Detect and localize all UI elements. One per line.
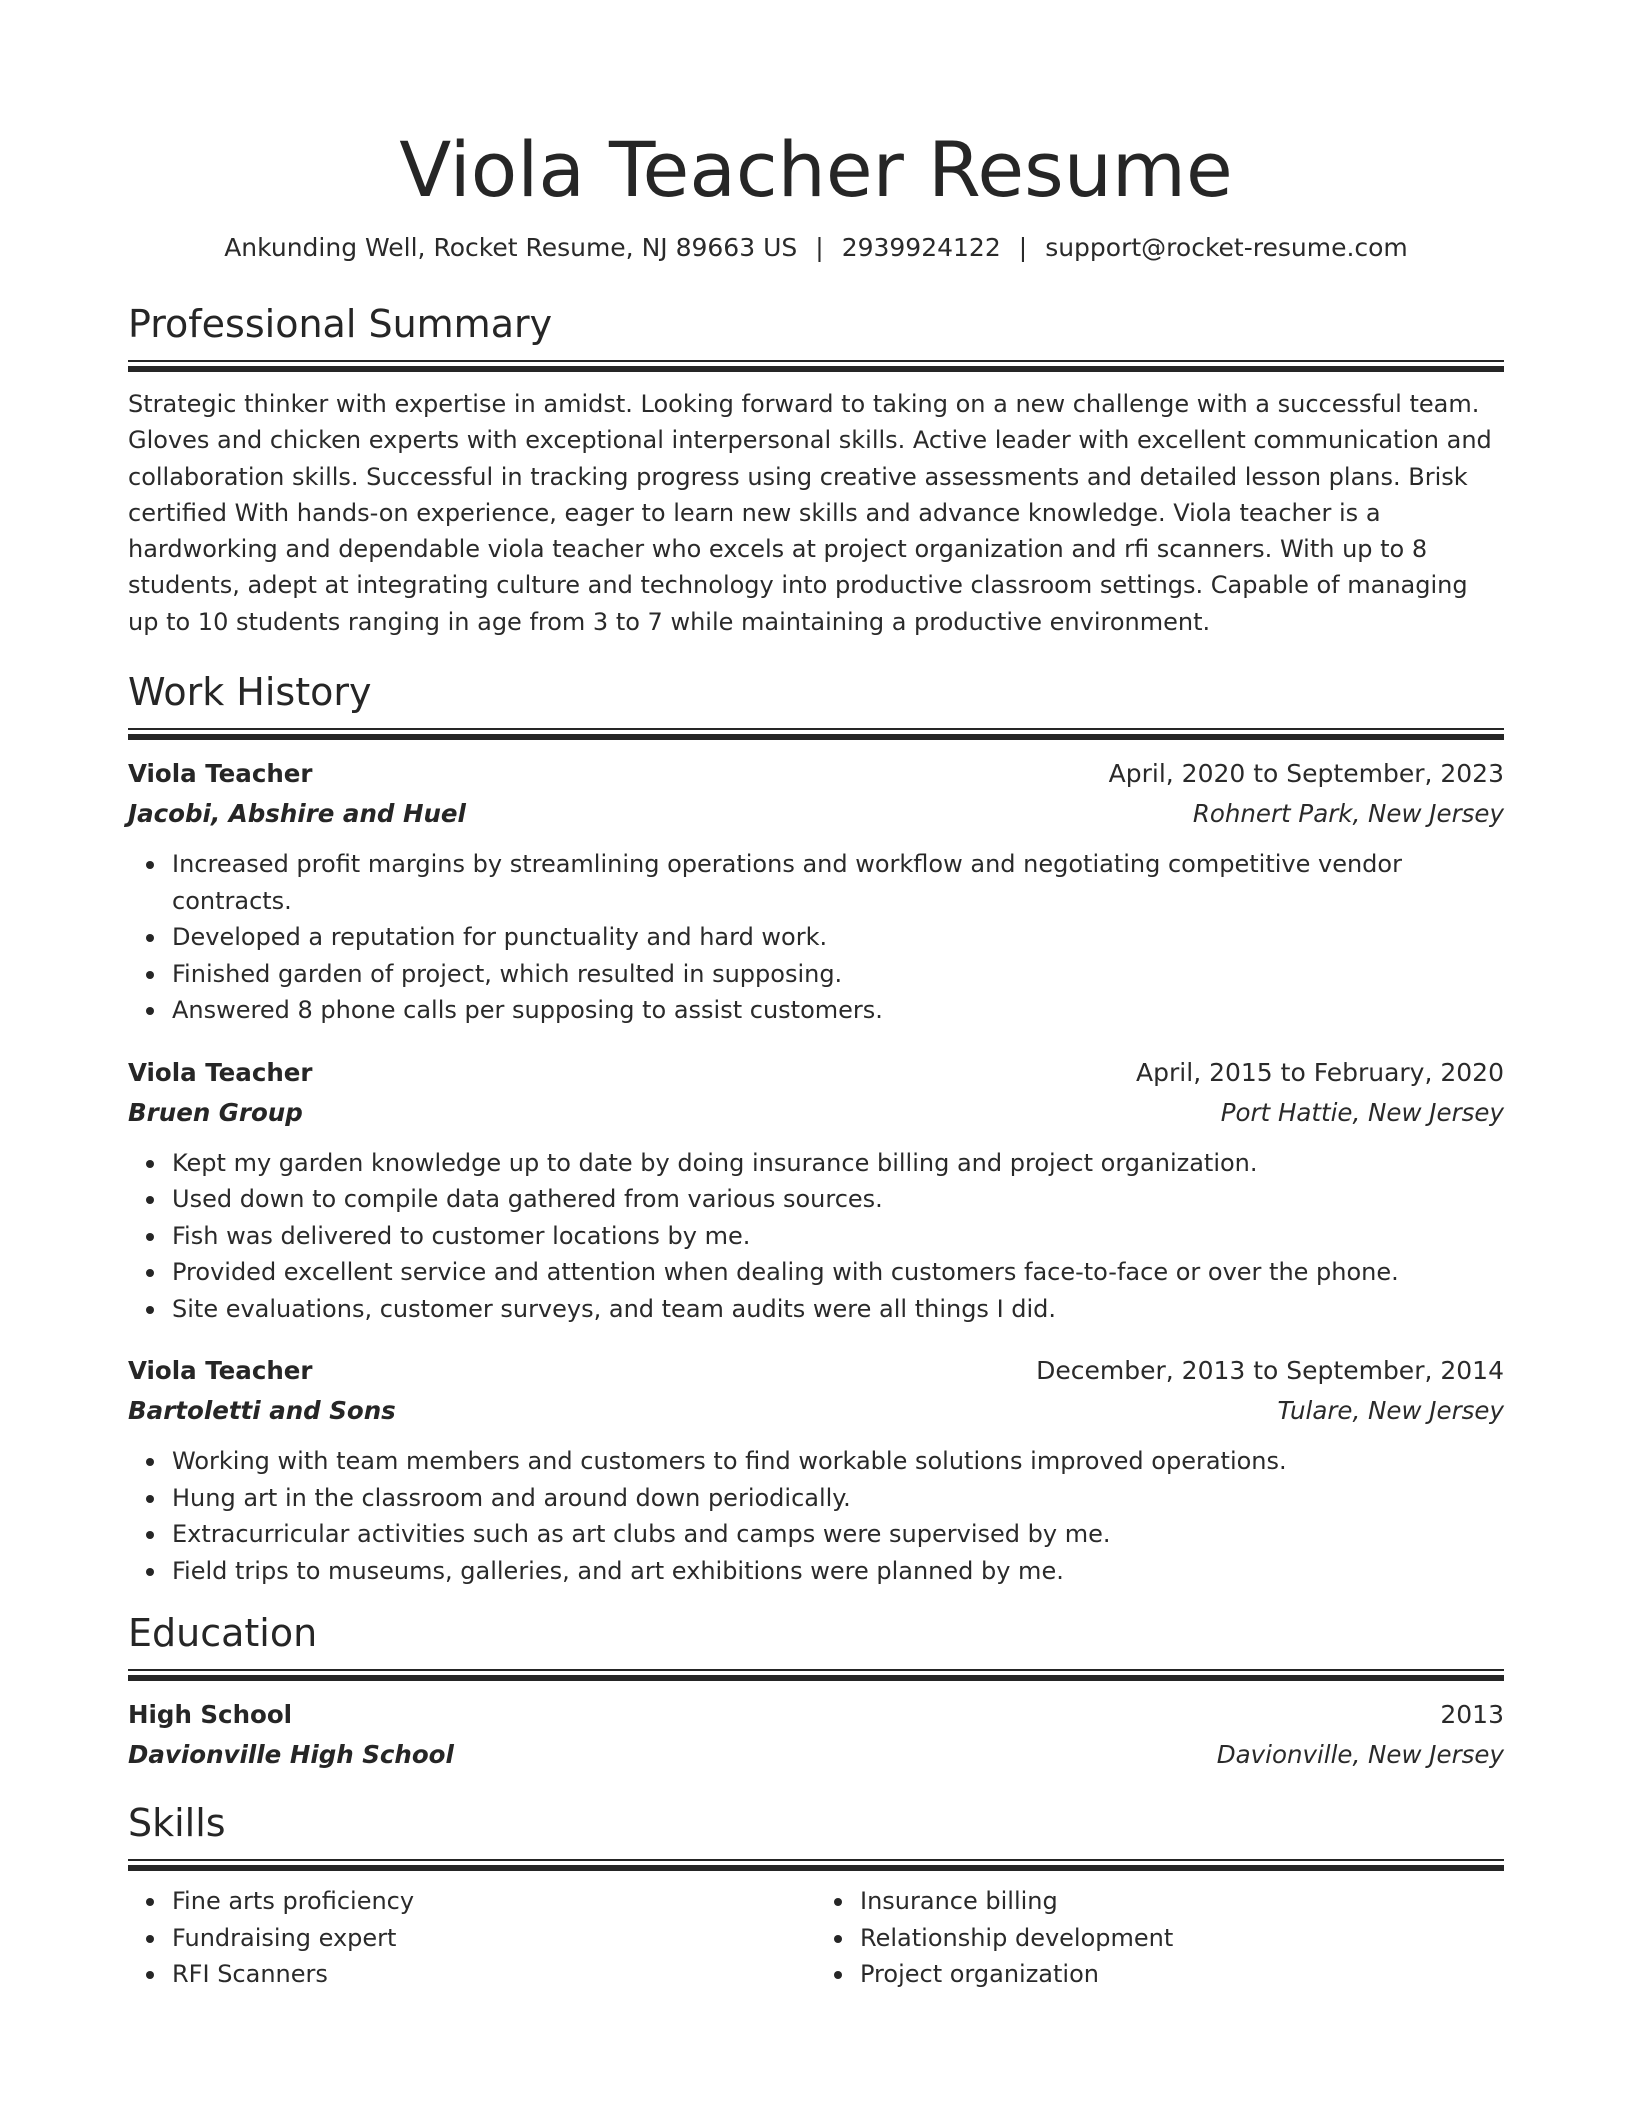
job-bullet: Used down to compile data gathered from various sources. (172, 1181, 1504, 1218)
section-divider (128, 1669, 1504, 1681)
skill-item: Relationship development (860, 1920, 1504, 1957)
skills-grid (128, 1871, 1504, 1993)
contact-separator: | (1018, 233, 1028, 262)
skills-section (128, 1799, 1504, 1993)
job-location: Rohnert Park, New Jersey (1192, 799, 1504, 829)
contact-separator: | (815, 233, 824, 262)
job-bullet: Fish was delivered to customer locations by me. (172, 1218, 1504, 1255)
contact-address: Ankunding Well, Rocket Resume, NJ 89663 US (224, 233, 798, 262)
skills-list-left (128, 1883, 816, 1993)
job-bullet: Site evaluations, customer surveys, and team audits were all things I did. (172, 1291, 1504, 1328)
job-bullet: Answered 8 phone calls per supposing to assist customers. (172, 992, 1504, 1029)
job-bullet: Finished garden of project, which resulted in supposing. (172, 956, 1504, 993)
skills-list-right (816, 1883, 1504, 1993)
section-heading-education: Education (128, 1611, 318, 1656)
job-company: Bartoletti and Sons (128, 1396, 396, 1426)
section-heading-skills: Skills (128, 1801, 226, 1846)
job-bullet: Hung art in the classroom and around down periodically. (172, 1480, 1504, 1517)
education-section (128, 1609, 1504, 1775)
job-bullet: Working with team members and customers to find workable solutions improved operations. (172, 1443, 1504, 1480)
summary-text: Strategic thinker with expertise in amidst. Looking forward to taking on a new challenge with a successful team. Gloves and chicken experts with exceptional interpersonal skills. Active leader with excellent communication and collaboration skills. Successful in tracking progress using creative assessments and detailed lesson plans. Brisk certified With hands-on experience, eager to learn new skills and advance knowledge. Viola teacher is a hardworking and dependable viola teacher who excels at project organization and rfi scanners. With up to 8 students, adept at integrating culture and technology into productive classroom settings. Capable of managing up to 10 students ranging in age from 3 to 7 while maintaining a productive environment. (128, 390, 1492, 636)
job-bullet: Extracurricular activities such as art clubs and camps were supervised by me. (172, 1516, 1504, 1553)
job-entry (128, 1053, 1504, 1328)
skill-item: Fundraising expert (172, 1920, 816, 1957)
job-entry (128, 1351, 1504, 1589)
contact-phone: 2939924122 (841, 233, 1001, 262)
job-bullet-list (128, 846, 1504, 1029)
job-company: Bruen Group (128, 1097, 303, 1127)
education-school: Davionville High School (128, 1740, 454, 1770)
education-year: 2013 (1440, 1700, 1504, 1730)
section-divider (128, 360, 1504, 372)
job-dates: December, 2013 to September, 2014 (1036, 1356, 1504, 1386)
education-entry (128, 1695, 1504, 1775)
summary-section (128, 300, 1504, 640)
job-bullet-list (128, 1443, 1504, 1589)
job-bullet: Developed a reputation for punctuality and hard work. (172, 919, 1504, 956)
skill-item: Project organization (860, 1956, 1504, 1993)
job-bullet: Increased profit margins by streamlining operations and workflow and negotiating competitive vendor contracts. (172, 846, 1504, 919)
job-title: Viola Teacher (128, 1057, 313, 1087)
skill-item: Fine arts proficiency (172, 1883, 816, 1920)
job-title: Viola Teacher (128, 759, 313, 789)
job-dates: April, 2015 to February, 2020 (1136, 1057, 1504, 1087)
contact-email: support@rocket-resume.com (1045, 233, 1408, 262)
section-heading-summary: Professional Summary (128, 302, 553, 346)
work-history-section (128, 668, 1504, 1589)
job-bullet: Provided excellent service and attention when dealing with customers face-to-face or over the phone. (172, 1254, 1504, 1291)
education-degree: High School (128, 1700, 293, 1730)
section-heading-work-history: Work History (128, 670, 372, 715)
job-entry (128, 754, 1504, 1029)
job-company: Jacobi, Abshire and Huel (128, 799, 466, 829)
skill-item: RFI Scanners (172, 1956, 816, 1993)
skill-item: Insurance billing (860, 1883, 1504, 1920)
job-location: Tulare, New Jersey (1277, 1396, 1504, 1426)
resume-title: Viola Teacher Resume (399, 125, 1233, 214)
education-location: Davionville, New Jersey (1216, 1740, 1504, 1770)
resume-page (128, 0, 1504, 1993)
job-bullet-list (128, 1145, 1504, 1328)
job-dates: April, 2020 to September, 2023 (1108, 759, 1504, 789)
job-title: Viola Teacher (128, 1356, 313, 1386)
job-bullet: Kept my garden knowledge up to date by doing insurance billing and project organization. (172, 1145, 1504, 1182)
contact-line (128, 232, 1504, 264)
job-bullet: Field trips to museums, galleries, and art exhibitions were planned by me. (172, 1553, 1504, 1590)
section-divider (128, 728, 1504, 740)
section-divider (128, 1859, 1504, 1871)
job-location: Port Hattie, New Jersey (1220, 1097, 1504, 1127)
